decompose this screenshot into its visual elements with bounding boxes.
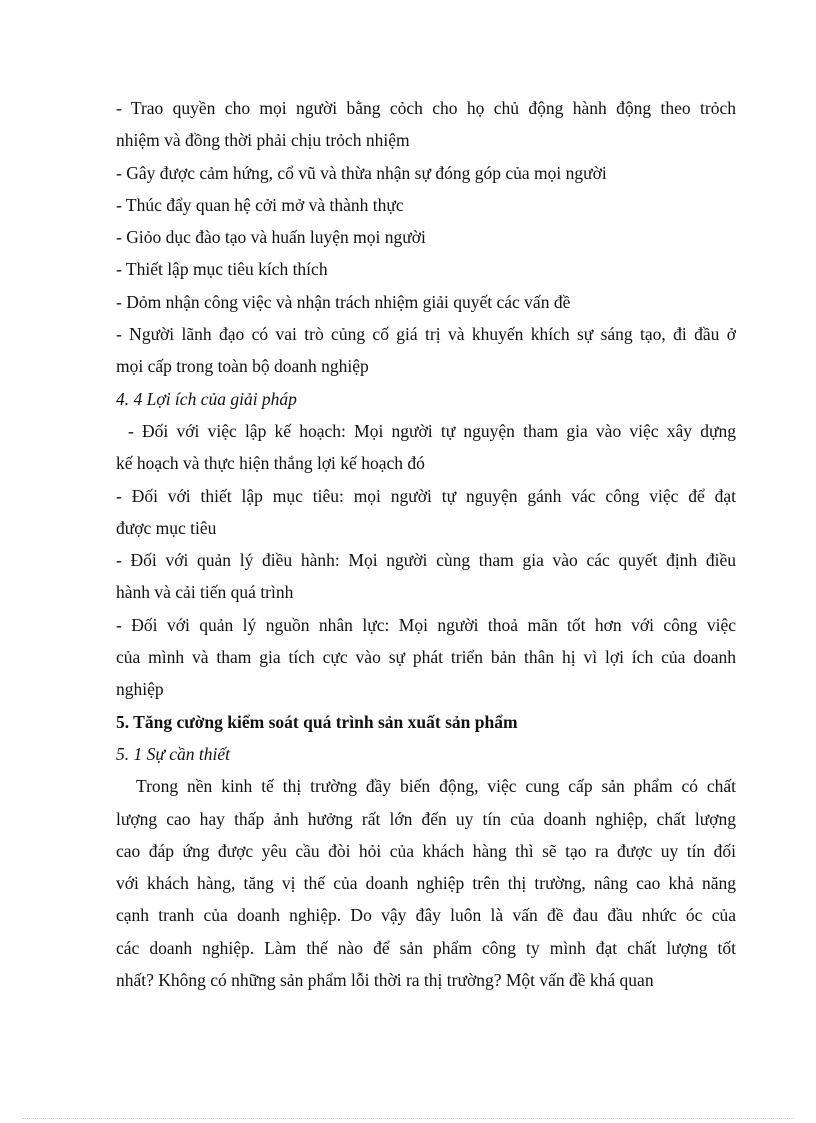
benefit-goal-setting: - Đối với thiết lập mục tiêu: mọi người tự nguyện gánh vác công việc để đạt — [116, 485, 736, 506]
section-heading-5: 5. Tăng cường kiểm soát quá trình sản xuất sản phẩm — [116, 711, 518, 732]
bullet-goals: - Thiết lập mục tiêu kích thích — [116, 259, 328, 280]
paragraph-necessity-line-3: cao đáp ứng được yêu cầu đòi hỏi của khách hàng thì sẽ tạo ra được uy tín đối — [116, 840, 736, 861]
benefit-management: - Đối với quản lý điều hành: Mọi người cùng tham gia vào các quyết định điều — [116, 550, 736, 571]
benefit-planning-cont: kế hoạch và thực hiện thắng lợi kế hoạch đó — [116, 453, 425, 474]
bullet-education: - Giỏo dục đào tạo và huấn luyện mọi người — [116, 227, 426, 248]
bullet-open-relations: - Thúc đẩy quan hệ cởi mở và thành thực — [116, 194, 404, 215]
bullet-inspiration: - Gây được cảm hứng, cổ vũ và thừa nhận sự đóng góp của mọi người — [116, 162, 607, 183]
paragraph-necessity-line-5: cạnh tranh của doanh nghiệp. Do vậy đây luôn là vấn đề đau đầu nhức óc của — [116, 905, 736, 926]
paragraph-necessity-line-6: các doanh nghiệp. Làm thế nào để sản phẩm công ty mình đạt chất lượng tốt — [116, 937, 736, 958]
bullet-empowerment-cont: nhiệm và đồng thời phải chịu trỏch nhiệm — [116, 130, 410, 151]
benefit-hr: - Đối với quản lý nguồn nhân lực: Mọi người thoả mãn tốt hơn với công việc — [116, 614, 736, 635]
benefit-management-cont: hành và cải tiến quá trình — [116, 582, 294, 603]
paragraph-necessity-line-2: lượng cao hay thấp ảnh hưởng rất lớn đến uy tín của doanh nghiệp, chất lượng — [116, 808, 736, 829]
page-bottom-rule — [22, 1118, 794, 1119]
paragraph-necessity-line-7: nhất? Không có những sản phẩm lỗi thời ra thị trường? Một vấn đề khá quan — [116, 970, 654, 991]
bullet-leader-role-cont: mọi cấp trong toàn bộ doanh nghiệp — [116, 356, 369, 377]
bullet-empowerment: - Trao quyền cho mọi người bằng cỏch cho họ chủ động hành động theo trỏch — [116, 98, 736, 118]
benefit-planning: - Đối với việc lập kế hoạch: Mọi người tự nguyện tham gia vào việc xây dựng — [128, 420, 736, 441]
benefit-hr-cont: của mình và tham gia tích cực vào sự phát triển bản thân hị vì lợi ích của doanh — [116, 647, 736, 668]
bullet-responsibility: - Dỏm nhận công việc và nhận trách nhiệm giải quyết các vấn đề — [116, 291, 571, 312]
section-heading-5-1: 5. 1 Sự cần thiết — [116, 743, 231, 764]
section-heading-4-4: 4. 4 Lợi ích của giải pháp — [116, 388, 297, 409]
paragraph-necessity-line-1: Trong nền kinh tế thị trường đầy biến động, việc cung cấp sản phẩm có chất — [136, 776, 736, 797]
bullet-leader-role: - Người lãnh đạo có vai trò củng cố giá trị và khuyến khích sự sáng tạo, đi đầu ở — [116, 324, 736, 345]
paragraph-necessity-line-4: với khách hàng, tăng vị thế của doanh nghiệp trên thị trường, nâng cao khả năng — [116, 873, 736, 894]
benefit-hr-end: nghiệp — [116, 679, 164, 700]
benefit-goal-setting-cont: được mục tiêu — [116, 517, 217, 538]
document-body — [116, 92, 736, 996]
